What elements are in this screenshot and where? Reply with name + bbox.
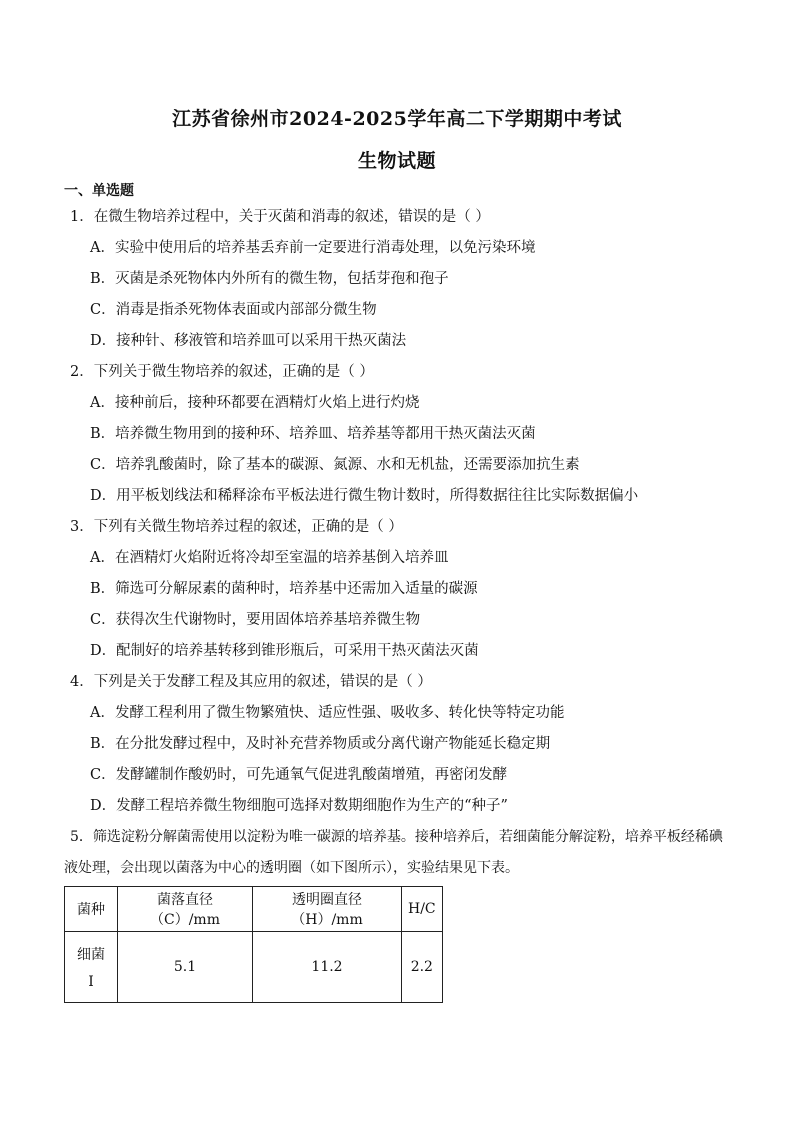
question-1-stem: 1．在微生物培养过程中，关于灭菌和消毒的叙述，错误的是（ ） (70, 209, 490, 225)
question-4-option-b: B．在分批发酵过程中，及时补充营养物质或分离代谢产物能延长稳定期 (90, 736, 551, 752)
question-2-option-d: D．用平板划线法和稀释涂布平板法进行微生物计数时，所得数据往往比实际数据偏小 (90, 488, 639, 504)
cell-halo-diameter: 11.2 (253, 932, 402, 1003)
cell-colony-diameter: 5.1 (118, 932, 253, 1003)
header-ratio: H/C (402, 887, 443, 932)
question-1-option-d: D．接种针、移液管和培养皿可以采用干热灭菌法 (90, 333, 407, 349)
question-5-stem-line1: 5．筛选淀粉分解菌需使用以淀粉为唯一碳源的培养基。接种培养后，若细菌能分解淀粉，培养平板经稀碘 (70, 829, 723, 845)
header-colony-diameter: 菌落直径（C）/mm (118, 887, 253, 932)
header-strain: 菌种 (65, 887, 118, 932)
header-halo-diameter: 透明圈直径（H）/mm (253, 887, 402, 932)
question-5-stem-line2: 液处理，会出现以菌落为中心的透明圈（如下图所示），实验结果见下表。 (64, 860, 519, 876)
cell-strain-line1: 细菌 (77, 947, 105, 963)
question-4-option-a: A．发酵工程利用了微生物繁殖快、适应性强、吸收多、转化快等特定功能 (90, 705, 565, 721)
question-1-option-b: B．灭菌是杀死物体内外所有的微生物，包括芽孢和孢子 (90, 271, 449, 287)
table-row (65, 932, 443, 1003)
cell-strain (65, 932, 118, 1003)
section-heading: 一、单选题 (64, 183, 134, 199)
question-4-stem: 4．下列是关于发酵工程及其应用的叙述，错误的是（ ） (70, 674, 432, 690)
question-2-option-b: B．培养微生物用到的接种环、培养皿、培养基等都用干热灭菌法灭菌 (90, 426, 536, 442)
exam-subtitle: 生物试题 (357, 150, 436, 172)
question-4-option-d: D．发酵工程培养微生物细胞可选择对数期细胞作为生产的“种子” (90, 798, 508, 814)
question-1-option-c: C．消毒是指杀死物体表面或内部部分微生物 (90, 302, 377, 318)
question-1-option-a: A．实验中使用后的培养基丢弃前一定要进行消毒处理，以免污染环境 (90, 240, 536, 256)
question-3-option-c: C．获得次生代谢物时，要用固体培养基培养微生物 (90, 612, 421, 628)
question-2-option-c: C．培养乳酸菌时，除了基本的碳源、氮源、水和无机盐，还需要添加抗生素 (90, 457, 580, 473)
question-2-option-a: A．接种前后，接种环都要在酒精灯火焰上进行灼烧 (90, 395, 420, 411)
results-table (64, 886, 443, 1003)
cell-strain-line2: I (88, 974, 94, 990)
cell-ratio: 2.2 (402, 932, 443, 1003)
exam-title: 江苏省徐州市2024-2025学年高二下学期期中考试 (172, 108, 622, 130)
table-header-row (65, 887, 443, 932)
question-3-option-b: B．筛选可分解尿素的菌种时，培养基中还需加入适量的碳源 (90, 581, 478, 597)
question-3-stem: 3．下列有关微生物培养过程的叙述，正确的是（ ） (70, 519, 403, 535)
question-2-stem: 2．下列关于微生物培养的叙述，正确的是（ ） (70, 364, 374, 380)
question-3-option-d: D．配制好的培养基转移到锥形瓶后，可采用干热灭菌法灭菌 (90, 643, 479, 659)
question-3-option-a: A．在酒精灯火焰附近将冷却至室温的培养基倒入培养皿 (90, 550, 449, 566)
question-4-option-c: C．发酵罐制作酸奶时，可先通氧气促进乳酸菌增殖，再密闭发酵 (90, 767, 508, 783)
